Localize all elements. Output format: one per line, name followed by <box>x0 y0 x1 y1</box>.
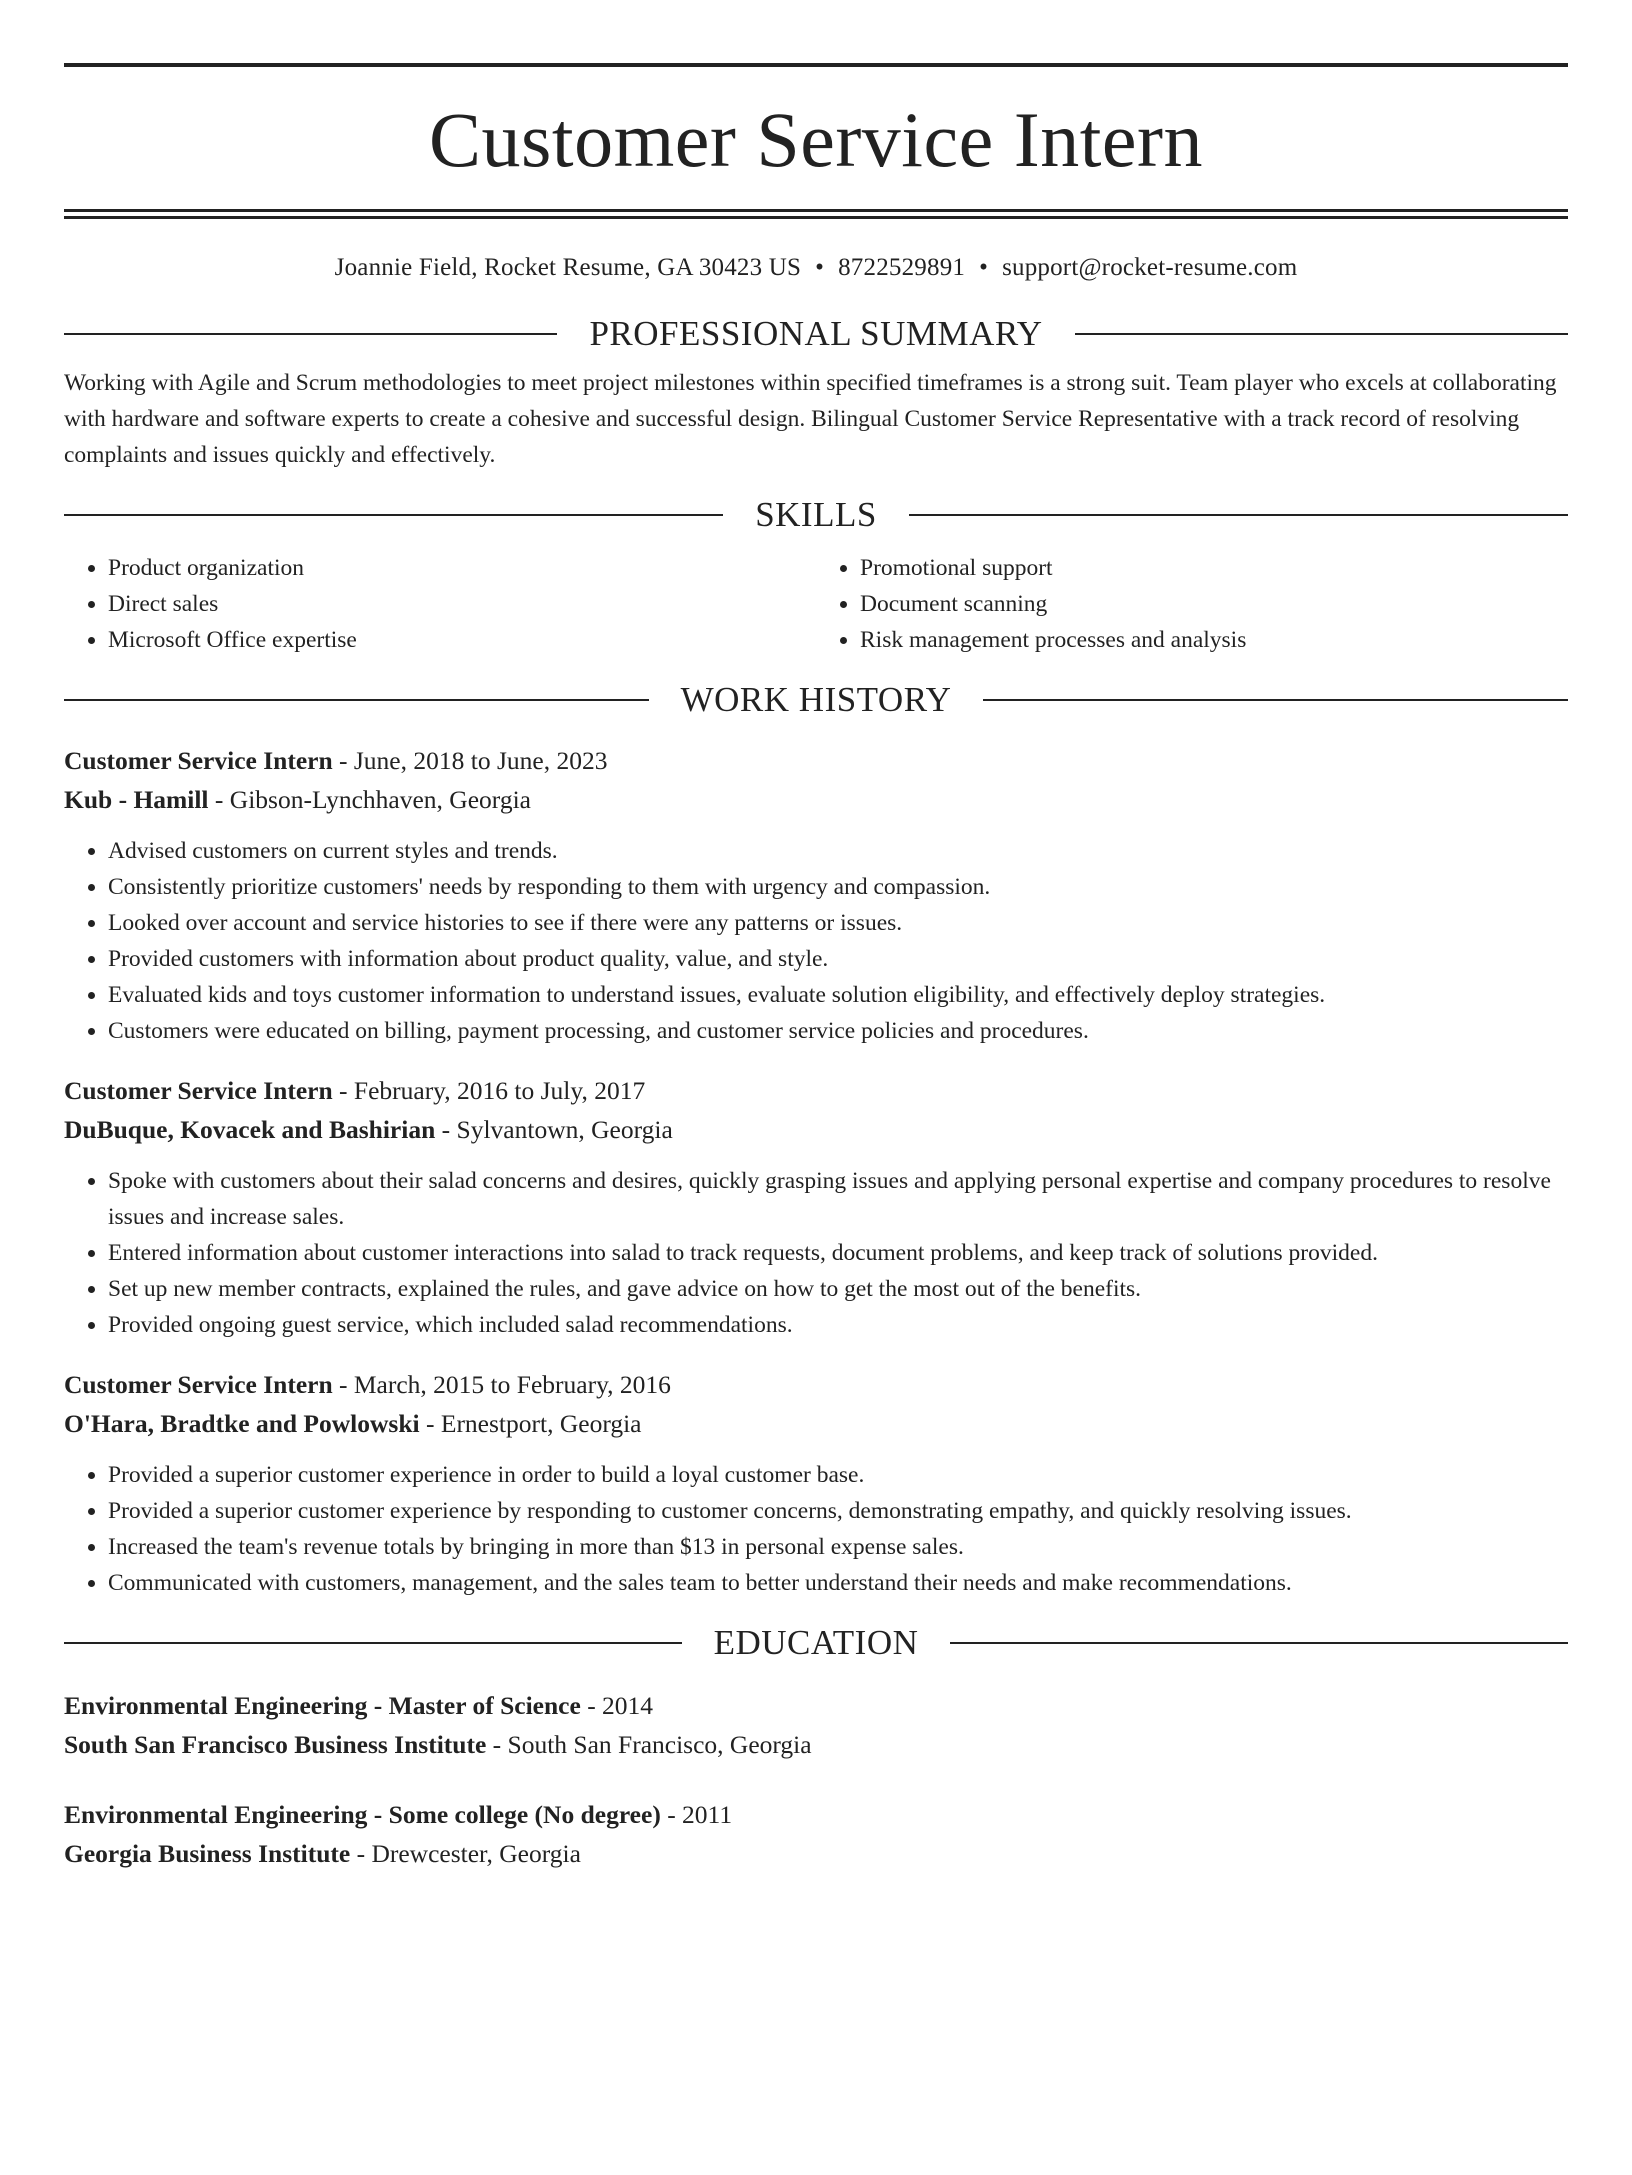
job-location: - Sylvantown, Georgia <box>435 1115 673 1144</box>
contact-phone: 8722529891 <box>838 254 966 281</box>
work-entry <box>64 1071 1568 1343</box>
heading-rule <box>950 1642 1568 1644</box>
heading-rule <box>909 514 1568 516</box>
job-company: Kub - Hamill <box>64 785 209 814</box>
job-bullets <box>64 833 1568 1049</box>
job-dates: - June, 2018 to June, 2023 <box>332 746 608 775</box>
job-title-line <box>64 1071 1568 1110</box>
skill-item: • Direct sales <box>108 586 816 622</box>
work-section-heading <box>64 680 1568 720</box>
summary-heading-label: PROFESSIONAL SUMMARY <box>589 314 1043 353</box>
job-bullet: • Spoke with customers about their salad concerns and desires, quickly grasping issues and applying personal expertise and company procedures to resolve issues and increase sales. <box>108 1163 1568 1235</box>
job-bullet: • Looked over account and service histories to see if there were any patterns or issues. <box>108 905 1568 941</box>
job-bullet: • Advised customers on current styles and trends. <box>108 833 1568 869</box>
school-location: - South San Francisco, Georgia <box>486 1730 812 1759</box>
contact-separator: • <box>815 254 825 281</box>
job-bullet: • Set up new member contracts, explained the rules, and gave advice on how to get the most out of the benefits. <box>108 1271 1568 1307</box>
contact-separator: • <box>979 254 989 281</box>
job-dates: - March, 2015 to February, 2016 <box>332 1370 671 1399</box>
school-location: - Drewcester, Georgia <box>350 1839 581 1868</box>
work-heading-label: WORK HISTORY <box>680 680 952 719</box>
job-company: DuBuque, Kovacek and Bashirian <box>64 1115 436 1144</box>
heading-rule <box>64 333 557 335</box>
education-entry <box>64 1686 1568 1764</box>
job-title: Customer Service Intern <box>64 1076 333 1105</box>
job-bullets <box>64 1457 1568 1601</box>
school-name: Georgia Business Institute <box>64 1839 351 1868</box>
job-bullet: • Provided customers with information about product quality, value, and style. <box>108 941 1568 977</box>
skill-item: • Document scanning <box>860 586 1568 622</box>
job-bullet: • Entered information about customer interactions into salad to track requests, document problems, and keep track of solutions provided. <box>108 1235 1568 1271</box>
job-bullet: • Provided a superior customer experience in order to build a loyal customer base. <box>108 1457 1568 1493</box>
education-heading-label: EDUCATION <box>713 1623 919 1662</box>
degree-year: - 2011 <box>660 1800 733 1829</box>
job-bullet: • Evaluated kids and toys customer information to understand issues, evaluate solution eligibility, and effectively deploy strategies. <box>108 977 1568 1013</box>
skills-heading-label: SKILLS <box>755 495 877 534</box>
heading-rule <box>64 1642 682 1644</box>
degree-line <box>64 1686 1568 1725</box>
school-line <box>64 1725 1568 1764</box>
job-bullet: • Increased the team's revenue totals by bringing in more than $13 in personal expense sales. <box>108 1529 1568 1565</box>
job-dates: - February, 2016 to July, 2017 <box>332 1076 646 1105</box>
job-bullet: • Provided ongoing guest service, which included salad recommendations. <box>108 1307 1568 1343</box>
summary-text: Working with Agile and Scrum methodologies to meet project milestones within specified timeframes is a strong suit. Team player who excels at collaborating with hardware and software experts to create a cohesive and successful design. Bilingual Customer Service Representative with a track record of resolving complaints and issues quickly and effectively. <box>64 370 1557 468</box>
degree-name: Environmental Engineering - Some college (No degree) <box>64 1800 661 1829</box>
job-title: Customer Service Intern <box>64 1370 333 1399</box>
school-name: South San Francisco Business Institute <box>64 1730 487 1759</box>
job-title-line <box>64 741 1568 780</box>
resume-page <box>0 63 1632 2175</box>
skill-item: • Product organization <box>108 550 816 586</box>
skill-item: • Risk management processes and analysis <box>860 622 1568 658</box>
job-company-line <box>64 1404 1568 1443</box>
work-entry <box>64 1365 1568 1601</box>
degree-line <box>64 1795 1568 1834</box>
degree-year: - 2014 <box>580 1691 654 1720</box>
resume-title: Customer Service Intern <box>429 96 1203 183</box>
job-company-line <box>64 780 1568 819</box>
education-section-heading <box>64 1623 1568 1663</box>
heading-rule <box>983 699 1568 701</box>
heading-rule <box>64 699 649 701</box>
heading-rule <box>1075 333 1568 335</box>
job-title-line <box>64 1365 1568 1404</box>
contact-email[interactable]: support@rocket-resume.com <box>1002 254 1298 281</box>
job-bullet: • Customers were educated on billing, payment processing, and customer service policies and procedures. <box>108 1013 1568 1049</box>
title-double-rule <box>64 209 1568 219</box>
skills-column-right <box>816 550 1568 658</box>
job-bullet: • Consistently prioritize customers' needs by responding to them with urgency and compassion. <box>108 869 1568 905</box>
skills-section-heading <box>64 495 1568 535</box>
work-entry <box>64 741 1568 1049</box>
top-rule <box>64 63 1568 67</box>
job-company: O'Hara, Bradtke and Powlowski <box>64 1409 420 1438</box>
job-title: Customer Service Intern <box>64 746 333 775</box>
skill-item: • Microsoft Office expertise <box>108 622 816 658</box>
job-location: - Ernestport, Georgia <box>419 1409 642 1438</box>
summary-section-heading <box>64 314 1568 354</box>
job-bullet: • Provided a superior customer experience by responding to customer concerns, demonstrating empathy, and quickly resolving issues. <box>108 1493 1568 1529</box>
contact-address: Joannie Field, Rocket Resume, GA 30423 US <box>334 254 802 281</box>
degree-name: Environmental Engineering - Master of Science <box>64 1691 581 1720</box>
school-line <box>64 1834 1568 1873</box>
skills-list <box>64 550 1568 658</box>
education-entry <box>64 1795 1568 1873</box>
heading-rule <box>64 514 723 516</box>
skills-column-left <box>64 550 816 658</box>
job-location: - Gibson-Lynchhaven, Georgia <box>208 785 531 814</box>
skill-item: • Promotional support <box>860 550 1568 586</box>
job-bullet: • Communicated with customers, management, and the sales team to better understand their needs and make recommendations. <box>108 1565 1568 1601</box>
contact-line <box>64 253 1568 283</box>
job-bullets <box>64 1163 1568 1343</box>
job-company-line <box>64 1110 1568 1149</box>
